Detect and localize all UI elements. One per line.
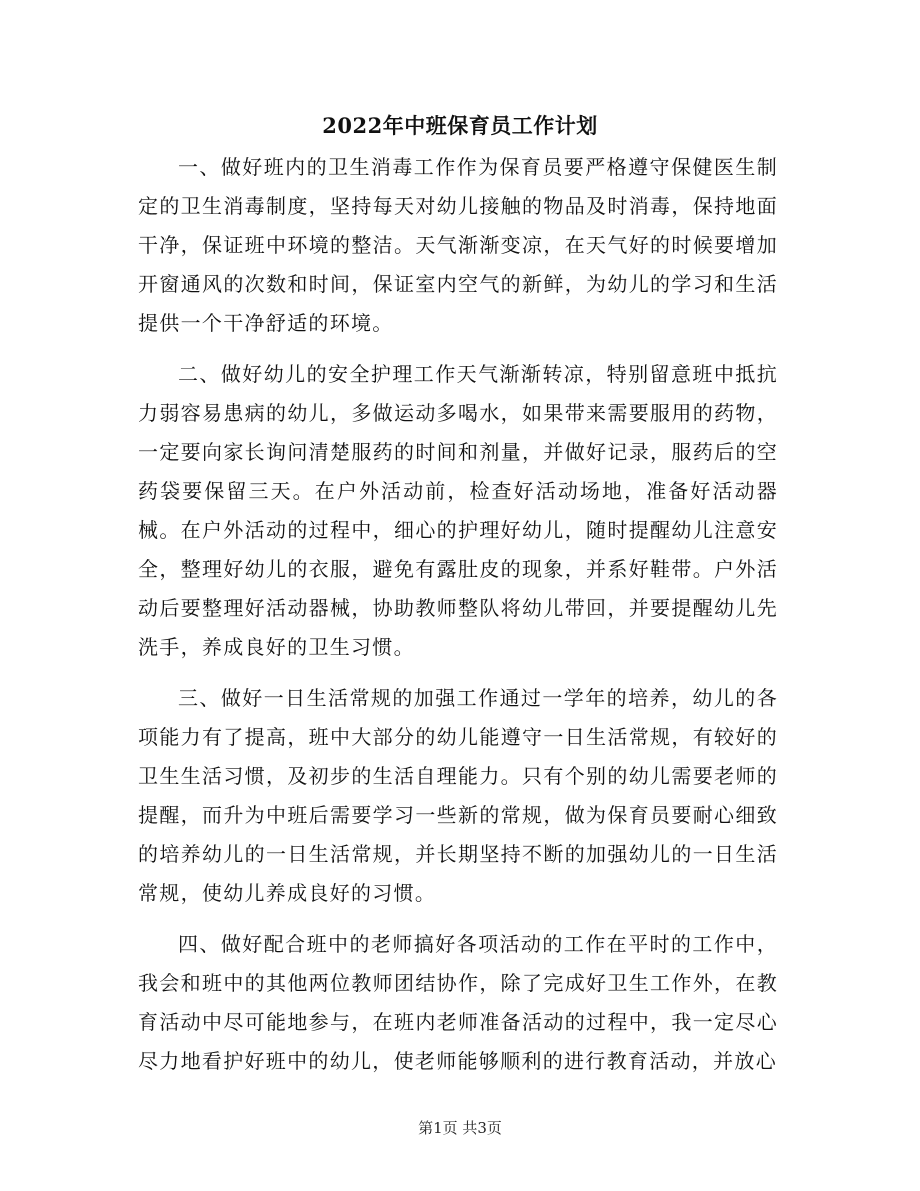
paragraph-hygiene-disinfection: 一、做好班内的卫生消毒工作作为保育员要严格遵守保健医生制定的卫生消毒制度，坚持每天对幼儿接触的物品及时消毒，保持地面干净，保证班中环境的整洁。天气渐渐变凉，在天气好的时候要增加开窗通风的次数和时间，保证室内空气的新鲜，为幼儿的学习和生活提供一个干净舒适的环境。 (138, 155, 778, 335)
paragraph-teacher-cooperation: 四、做好配合班中的老师搞好各项活动的工作在平时的工作中，我会和班中的其他两位教师团结协作，除了完成好卫生工作外，在教育活动中尽可能地参与，在班内老师准备活动的过程中，我一定尽心尽力地看护好班中的幼儿，使老师能够顺利的进行教育活动，并放心 (138, 932, 778, 1073)
document-body (138, 148, 778, 1093)
page-number-footer: 第1页 共3页 (418, 1119, 502, 1137)
paragraph-safety-care: 二、做好幼儿的安全护理工作天气渐渐转凉，特别留意班中抵抗力弱容易患病的幼儿，多做运动多喝水，如果带来需要服用的药物，一定要向家长询问清楚服药的时间和剂量，并做好记录，服药后的空药袋要保留三天。在户外活动前，检查好活动场地，准备好活动器械。在户外活动的过程中，细心的护理好幼儿，随时提醒幼儿注意安全，整理好幼儿的衣服，避免有露肚皮的现象，并系好鞋带。户外活动后要整理好活动器械，协助教师整队将幼儿带回，并要提醒幼儿先洗手，养成良好的卫生习惯。 (138, 362, 778, 659)
paragraph-daily-routine: 三、做好一日生活常规的加强工作通过一学年的培养，幼儿的各项能力有了提高，班中大部分的幼儿能遵守一日生活常规，有较好的卫生生活习惯，及初步的生活自理能力。只有个别的幼儿需要老师的提醒，而升为中班后需要学习一些新的常规，做为保育员要耐心细致的培养幼儿的一日生活常规，并长期坚持不断的加强幼儿的一日生活常规，使幼儿养成良好的习惯。 (138, 686, 778, 905)
document-title: 2022年中班保育员工作计划 (322, 113, 598, 138)
